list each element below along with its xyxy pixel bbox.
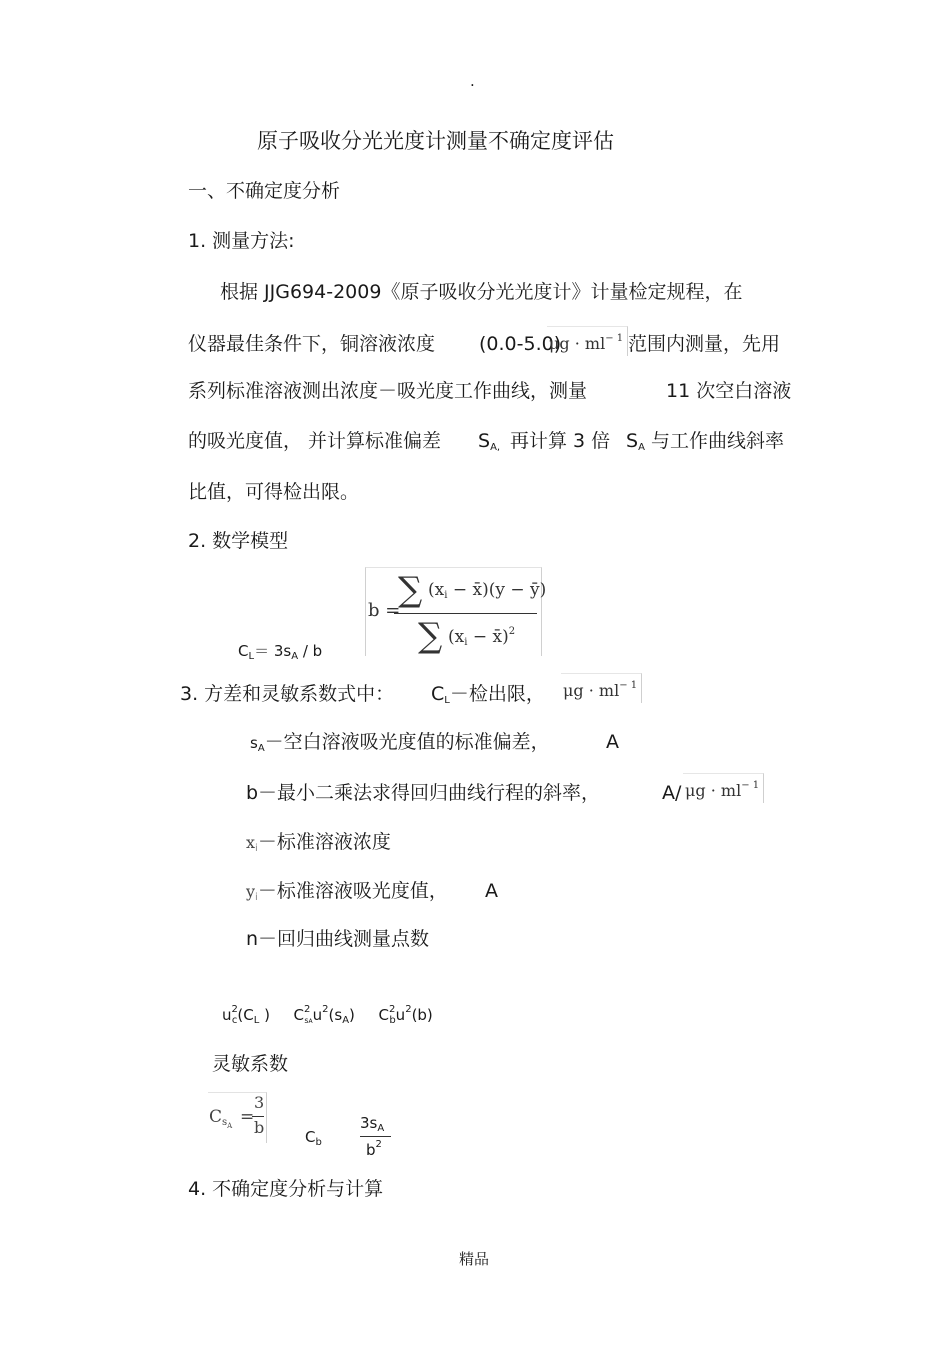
item1-line4-a: 的吸光度值， 并计算标准偏差 <box>188 430 442 452</box>
cb-label: $C_b$ <box>305 1128 322 1148</box>
item1-line4-c: 与工作曲线斜率 <box>651 430 785 452</box>
slope-formula <box>365 567 547 656</box>
section-heading-1: 一、不确定度分析 <box>188 180 341 202</box>
header-dot: . <box>470 72 475 90</box>
sum-icon: ∑ <box>398 570 423 610</box>
item3-sa: $s_A-$空白溶液吸光度值的标准偏差， <box>250 731 550 754</box>
footer-text: 精品 <box>459 1250 490 1268</box>
sensitivity-heading: 灵敏系数 <box>212 1053 289 1075</box>
item3-b-unit: A/ <box>662 782 682 804</box>
item3-cl: $C_L-$检出限， <box>431 683 545 706</box>
item1-line4-s2: $S_A$ <box>626 430 645 453</box>
item1-line1: 根据 JJG694-2009《原子吸收分光光度计》计量检定规程，在 <box>220 281 743 303</box>
item3-heading: 3. 方差和灵敏系数式中： <box>180 683 395 705</box>
item1-line4-s1: $S_{A,}$ <box>478 430 501 453</box>
item3-xi: $x_i-$标准溶液浓度 <box>246 831 391 854</box>
unit-text: μg · ml <box>549 334 606 353</box>
item1-range: (0.0-5.0) <box>479 333 562 355</box>
unit-box-1 <box>547 326 628 356</box>
slope-lhs: b = <box>368 600 401 621</box>
item3-yi: $y_i-$标准溶液吸光度值， <box>246 880 448 903</box>
item3-n: n－回归曲线测量点数 <box>246 928 430 950</box>
denominator: ($x_i$ − x̄)$^2$ <box>448 626 516 648</box>
numerator: ($x_i$ − x̄)(y − ȳ) <box>428 580 547 601</box>
item1-heading: 1. 测量方法: <box>188 230 295 252</box>
unit-box-3: $\mu g \cdot ml^{- 1}$ <box>683 773 764 803</box>
cl-formula: $C_L= 3s_A / b$ <box>238 642 323 662</box>
unit-exp: − 1 <box>605 333 624 344</box>
unit-box-2: $\mu g \cdot ml^{- 1}$ <box>561 673 642 703</box>
page-title: 原子吸收分光光度计测量不确定度评估 <box>257 129 614 153</box>
item3-yi-unit: A <box>485 880 498 902</box>
item3-b: b－最小二乘法求得回归曲线行程的斜率， <box>246 782 601 804</box>
cb-formula: $3s_A$ $b^2$ <box>360 1114 394 1162</box>
fraction-bar <box>394 613 537 614</box>
item4-heading: 4. 不确定度分析与计算 <box>188 1178 384 1200</box>
item1-line3-a: 系列标准溶液测出浓度－吸光度工作曲线，测量 <box>188 380 588 402</box>
item1-line2-text-a: 仪器最佳条件下，铜溶液浓度 <box>188 333 436 355</box>
sum-icon-2: ∑ <box>418 616 443 656</box>
item1-line2-text-b: 范围内测量，先用 <box>628 333 781 355</box>
item1-line4-b: 再计算 3 倍 <box>510 430 611 452</box>
variance-expression: $u^2_c(C_L$ ) $C^2_{sA}u^2(s_A)$ $C^2_bu^2(b)$ <box>222 1004 433 1026</box>
csa-formula: $C_{sA}$ = 3 b <box>208 1092 267 1143</box>
item3-sa-unit: A <box>606 731 619 753</box>
item2-heading: 2. 数学模型 <box>188 530 289 552</box>
item1-line3-b: 11 次空白溶液 <box>666 380 792 402</box>
item1-line2 <box>188 331 435 357</box>
item1-line5: 比值，可得检出限。 <box>188 481 360 503</box>
